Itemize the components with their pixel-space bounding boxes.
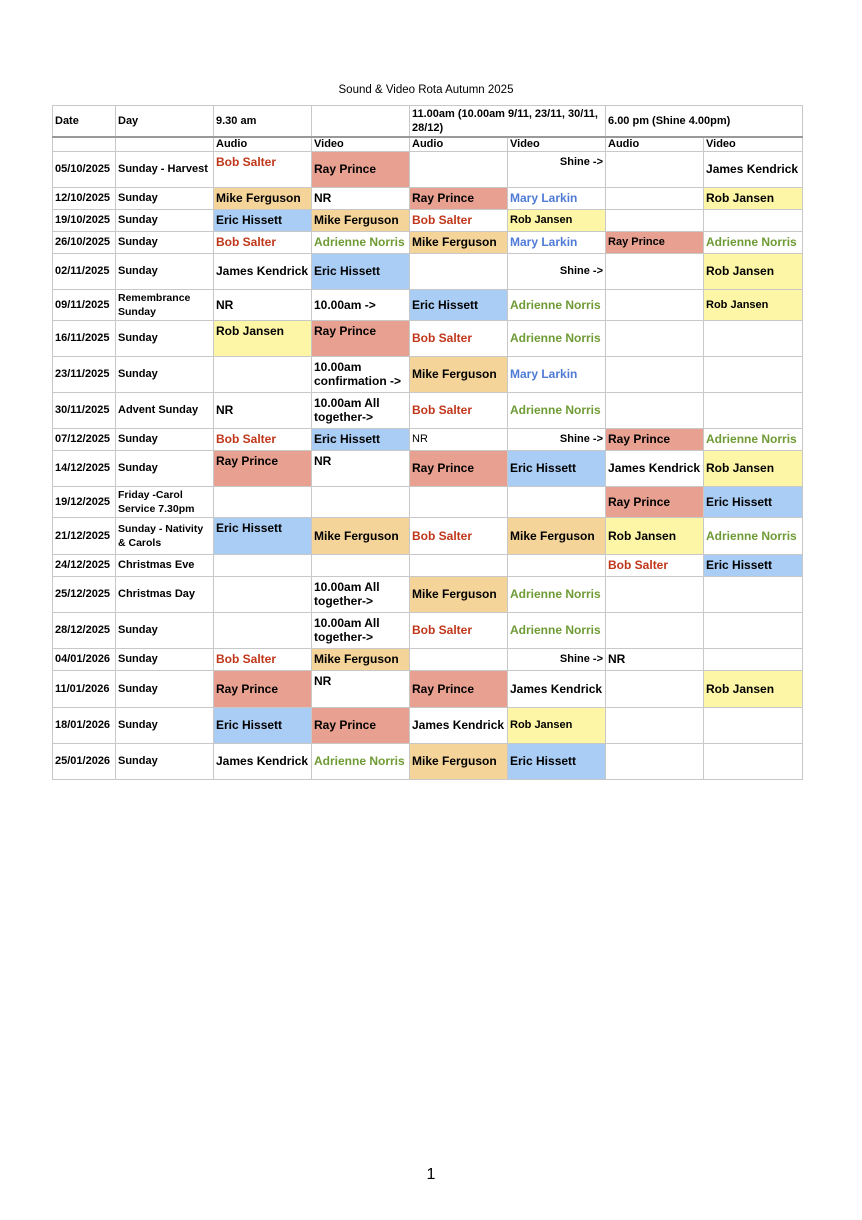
audio-cell: Eric Hissett [214, 517, 312, 554]
day-cell: Sunday [116, 187, 214, 209]
video-cell: Mary Larkin [508, 187, 606, 209]
video-cell: Rob Jansen [508, 209, 606, 231]
table-row [53, 707, 803, 743]
table-row [53, 450, 803, 486]
page-number: 1 [426, 1166, 436, 1183]
date-cell: 02/11/2025 [53, 253, 116, 289]
audio-cell: Mike Ferguson [214, 187, 312, 209]
subheader-audio: Audio [410, 137, 508, 151]
video-cell: Ray Prince [312, 707, 410, 743]
video-cell: Adrienne Norris [508, 576, 606, 612]
date-cell: 09/11/2025 [53, 289, 116, 320]
audio-cell: James Kendrick [606, 450, 704, 486]
table-row [53, 320, 803, 356]
subheader-video: Video [704, 137, 803, 151]
date-cell: 04/01/2026 [53, 648, 116, 670]
subheader-video: Video [312, 137, 410, 151]
day-cell: Sunday - Harvest [116, 151, 214, 187]
audio-cell [214, 554, 312, 576]
header-day: Day [116, 106, 214, 138]
video-cell: Mike Ferguson [312, 648, 410, 670]
audio-cell [410, 486, 508, 517]
table-row [53, 517, 803, 554]
date-cell: 16/11/2025 [53, 320, 116, 356]
video-cell: Eric Hissett [704, 486, 803, 517]
audio-cell: Mike Ferguson [410, 356, 508, 392]
video-cell [704, 707, 803, 743]
day-cell: Sunday [116, 707, 214, 743]
date-cell: 14/12/2025 [53, 450, 116, 486]
video-cell: 10.00am All together-> [312, 612, 410, 648]
table-row [53, 648, 803, 670]
audio-cell: Bob Salter [606, 554, 704, 576]
date-cell: 21/12/2025 [53, 517, 116, 554]
table-row [53, 670, 803, 707]
video-cell: Shine -> [508, 151, 606, 187]
audio-cell [606, 253, 704, 289]
video-cell: Adrienne Norris [508, 612, 606, 648]
video-cell: James Kendrick [704, 151, 803, 187]
video-cell: Mike Ferguson [508, 517, 606, 554]
header-row [53, 106, 803, 138]
page-title: Sound & Video Rota Autumn 2025 [338, 84, 514, 96]
audio-cell [606, 289, 704, 320]
day-cell: Christmas Eve [116, 554, 214, 576]
audio-cell: Ray Prince [410, 670, 508, 707]
audio-cell [606, 612, 704, 648]
audio-cell [410, 253, 508, 289]
day-cell: Advent Sunday [116, 392, 214, 428]
day-cell: Sunday [116, 450, 214, 486]
audio-cell: Eric Hissett [410, 289, 508, 320]
audio-cell [214, 612, 312, 648]
date-cell: 19/12/2025 [53, 486, 116, 517]
video-cell [508, 554, 606, 576]
date-cell: 23/11/2025 [53, 356, 116, 392]
audio-cell [214, 486, 312, 517]
audio-cell: Mike Ferguson [410, 231, 508, 253]
video-cell: Rob Jansen [704, 253, 803, 289]
audio-cell [606, 576, 704, 612]
date-cell: 05/10/2025 [53, 151, 116, 187]
audio-cell: Bob Salter [410, 517, 508, 554]
day-cell: Sunday [116, 231, 214, 253]
subheader-row [53, 137, 803, 151]
day-cell: Remembrance Sunday [116, 289, 214, 320]
table-row [53, 187, 803, 209]
header-service-1100: 11.00am (10.00am 9/11, 23/11, 30/11, 28/12) [410, 106, 606, 138]
audio-cell: Bob Salter [214, 151, 312, 187]
subheader-audio: Audio [214, 137, 312, 151]
date-cell: 30/11/2025 [53, 392, 116, 428]
video-cell: James Kendrick [508, 670, 606, 707]
audio-cell [606, 151, 704, 187]
audio-cell: Ray Prince [606, 231, 704, 253]
audio-cell: Ray Prince [214, 670, 312, 707]
video-cell [312, 486, 410, 517]
day-cell: Sunday [116, 209, 214, 231]
audio-cell: Bob Salter [214, 231, 312, 253]
day-cell: Sunday - Nativity & Carols [116, 517, 214, 554]
video-cell: Rob Jansen [704, 187, 803, 209]
video-cell: 10.00am All together-> [312, 576, 410, 612]
table-row [53, 486, 803, 517]
audio-cell [606, 743, 704, 779]
video-cell: Adrienne Norris [312, 743, 410, 779]
audio-cell [606, 392, 704, 428]
audio-cell: Bob Salter [410, 612, 508, 648]
video-cell: Adrienne Norris [508, 392, 606, 428]
video-cell: Eric Hissett [508, 743, 606, 779]
day-cell: Sunday [116, 648, 214, 670]
video-cell: NR [312, 670, 410, 707]
audio-cell: James Kendrick [214, 253, 312, 289]
audio-cell: Bob Salter [214, 428, 312, 450]
video-cell [704, 648, 803, 670]
audio-cell [410, 151, 508, 187]
video-cell: 10.00am -> [312, 289, 410, 320]
audio-cell [606, 320, 704, 356]
day-cell: Sunday [116, 612, 214, 648]
video-cell: Adrienne Norris [508, 320, 606, 356]
video-cell: Adrienne Norris [704, 517, 803, 554]
video-cell: NR [312, 450, 410, 486]
audio-cell: Bob Salter [214, 648, 312, 670]
video-cell: Rob Jansen [704, 450, 803, 486]
date-cell: 24/12/2025 [53, 554, 116, 576]
table-row [53, 428, 803, 450]
rota-table [52, 105, 803, 780]
day-cell: Sunday [116, 670, 214, 707]
date-cell: 25/01/2026 [53, 743, 116, 779]
table-row [53, 612, 803, 648]
table-row [53, 743, 803, 779]
audio-cell [606, 356, 704, 392]
video-cell: Adrienne Norris [704, 231, 803, 253]
day-cell: Sunday [116, 428, 214, 450]
date-cell: 25/12/2025 [53, 576, 116, 612]
video-cell [704, 612, 803, 648]
audio-cell: Bob Salter [410, 392, 508, 428]
subheader-video: Video [508, 137, 606, 151]
video-cell: Eric Hissett [312, 253, 410, 289]
audio-cell: Eric Hissett [214, 707, 312, 743]
date-cell: 12/10/2025 [53, 187, 116, 209]
video-cell: Ray Prince [312, 320, 410, 356]
audio-cell [410, 648, 508, 670]
date-cell: 11/01/2026 [53, 670, 116, 707]
date-cell: 07/12/2025 [53, 428, 116, 450]
video-cell: 10.00am confirmation -> [312, 356, 410, 392]
audio-cell [606, 670, 704, 707]
date-cell: 26/10/2025 [53, 231, 116, 253]
rota-body [53, 151, 803, 779]
day-cell: Friday -Carol Service 7.30pm [116, 486, 214, 517]
table-row [53, 151, 803, 187]
day-cell: Sunday [116, 743, 214, 779]
audio-cell: Rob Jansen [214, 320, 312, 356]
video-cell [704, 576, 803, 612]
audio-cell [214, 356, 312, 392]
audio-cell: Rob Jansen [606, 517, 704, 554]
table-row [53, 356, 803, 392]
video-cell: Shine -> [508, 648, 606, 670]
video-cell: Rob Jansen [704, 670, 803, 707]
video-cell: Mike Ferguson [312, 517, 410, 554]
video-cell: Shine -> [508, 428, 606, 450]
table-row [53, 231, 803, 253]
video-cell: Rob Jansen [704, 289, 803, 320]
video-cell: Mary Larkin [508, 356, 606, 392]
video-cell: Adrienne Norris [704, 428, 803, 450]
subheader-empty [53, 137, 116, 151]
video-cell [704, 320, 803, 356]
audio-cell: Bob Salter [410, 209, 508, 231]
video-cell [704, 209, 803, 231]
audio-cell: James Kendrick [410, 707, 508, 743]
audio-cell [606, 187, 704, 209]
audio-cell [214, 576, 312, 612]
video-cell [704, 743, 803, 779]
audio-cell: NR [214, 392, 312, 428]
video-cell [508, 486, 606, 517]
date-cell: 19/10/2025 [53, 209, 116, 231]
video-cell: Eric Hissett [704, 554, 803, 576]
table-row [53, 253, 803, 289]
day-cell: Christmas Day [116, 576, 214, 612]
header-empty [312, 106, 410, 138]
day-cell: Sunday [116, 320, 214, 356]
video-cell: Eric Hissett [312, 428, 410, 450]
date-cell: 18/01/2026 [53, 707, 116, 743]
header-date: Date [53, 106, 116, 138]
table-row [53, 576, 803, 612]
video-cell: Adrienne Norris [508, 289, 606, 320]
video-cell: Ray Prince [312, 151, 410, 187]
table-row [53, 392, 803, 428]
audio-cell: Ray Prince [410, 450, 508, 486]
audio-cell: Mike Ferguson [410, 576, 508, 612]
video-cell: Mike Ferguson [312, 209, 410, 231]
table-row [53, 554, 803, 576]
subheader-audio: Audio [606, 137, 704, 151]
audio-cell: NR [410, 428, 508, 450]
header-service-930: 9.30 am [214, 106, 312, 138]
audio-cell: James Kendrick [214, 743, 312, 779]
day-cell: Sunday [116, 356, 214, 392]
subheader-empty [116, 137, 214, 151]
video-cell: 10.00am All together-> [312, 392, 410, 428]
audio-cell: Eric Hissett [214, 209, 312, 231]
video-cell [704, 356, 803, 392]
table-row [53, 209, 803, 231]
audio-cell: NR [214, 289, 312, 320]
video-cell: Adrienne Norris [312, 231, 410, 253]
video-cell: Shine -> [508, 253, 606, 289]
video-cell: Eric Hissett [508, 450, 606, 486]
audio-cell [410, 554, 508, 576]
audio-cell: Ray Prince [606, 428, 704, 450]
audio-cell: Mike Ferguson [410, 743, 508, 779]
header-service-600: 6.00 pm (Shine 4.00pm) [606, 106, 803, 138]
audio-cell: Ray Prince [410, 187, 508, 209]
date-cell: 28/12/2025 [53, 612, 116, 648]
video-cell [312, 554, 410, 576]
audio-cell [606, 707, 704, 743]
video-cell: Mary Larkin [508, 231, 606, 253]
video-cell: NR [312, 187, 410, 209]
table-row [53, 289, 803, 320]
audio-cell [606, 209, 704, 231]
video-cell: Rob Jansen [508, 707, 606, 743]
audio-cell: Bob Salter [410, 320, 508, 356]
audio-cell: NR [606, 648, 704, 670]
audio-cell: Ray Prince [214, 450, 312, 486]
audio-cell: Ray Prince [606, 486, 704, 517]
video-cell [704, 392, 803, 428]
day-cell: Sunday [116, 253, 214, 289]
